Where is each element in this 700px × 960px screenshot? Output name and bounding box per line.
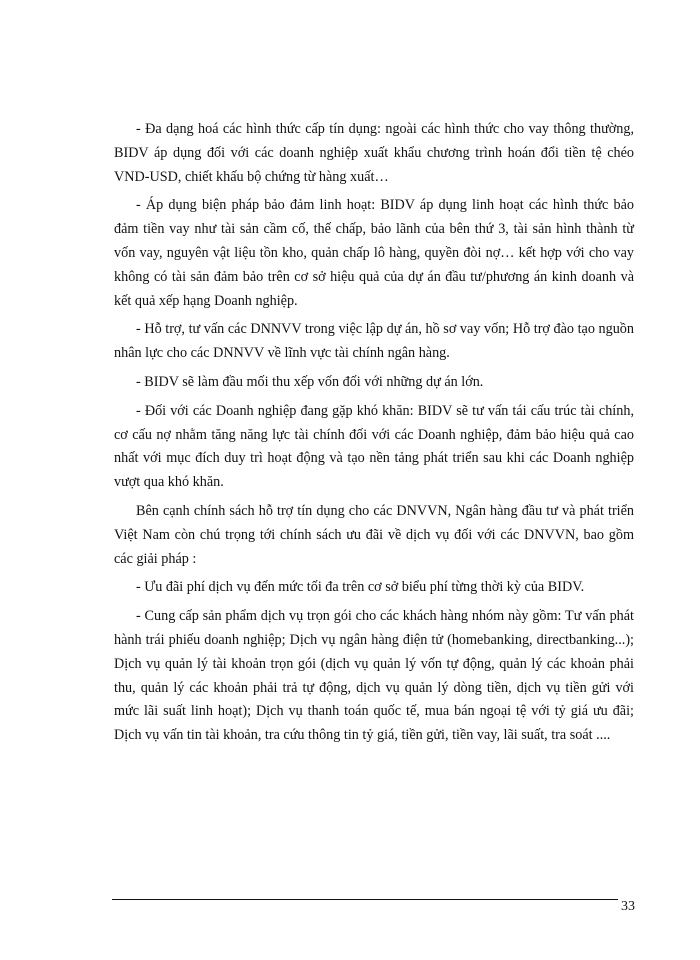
paragraph-flexible-collateral: - Áp dụng biện pháp bảo đảm linh hoạt: BIDV áp dụng linh hoạt các hình thức bảo đảm tiền vay như tài sản cầm cố, thế chấp, bảo lãnh của bên thứ 3, tài sản hình thành từ vốn vay, nguyên vật liệu tồn kho, quản chấp lô hàng, quyền đòi nợ… kết hợp với cho vay không có tài sản đảm bảo trên cơ sở hiệu quả của dự án đầu tư/phương án kinh doanh và kết quả xếp hạng Doanh nghiệp. (114, 197, 634, 309)
paragraph-credit-diversification: - Đa dạng hoá các hình thức cấp tín dụng: ngoài các hình thức cho vay thông thường, BIDV áp dụng đối với các doanh nghiệp xuất khẩu chương trình hoán đổi tiền tệ chéo VND-USD, chiết khấu bộ chứng từ hàng xuất… (114, 121, 634, 185)
paragraph-restructuring: - Đối với các Doanh nghiệp đang gặp khó khăn: BIDV sẽ tư vấn tái cấu trúc tài chính, cơ cấu nợ nhằm tăng năng lực tài chính đối với các Doanh nghiệp, đảm bảo hiệu quả cao nhất với mục đích duy trì hoạt động và tạo nền tảng phát triển sau khi các Doanh nghiệp vượt qua khó khăn. (114, 402, 634, 491)
paragraph-consulting-support: - Hỗ trợ, tư vấn các DNNVV trong việc lập dự án, hồ sơ vay vốn; Hỗ trợ đào tạo nguồn nhân lực cho các DNNVV về lĩnh vực tài chính ngân hàng. (114, 321, 634, 362)
paragraph-capital-arrangement: - BIDV sẽ làm đầu mối thu xếp vốn đối với những dự án lớn. (136, 373, 484, 390)
paragraph-service-policy-intro: Bên cạnh chính sách hỗ trợ tín dụng cho các DNVVN, Ngân hàng đầu tư và phát triển Việt Nam còn chú trọng tới chính sách ưu đãi về dịch vụ đối với các DNVVN, bao gồm các giải pháp : (114, 502, 634, 567)
paragraph-fee-incentive: - Ưu đãi phí dịch vụ đến mức tối đa trên cơ sở biểu phí từng thời kỳ của BIDV. (136, 579, 585, 596)
paragraph-service-package: - Cung cấp sản phẩm dịch vụ trọn gói cho các khách hàng nhóm này gồm: Tư vấn phát hành trái phiếu doanh nghiệp; Dịch vụ ngân hàng điện tử (homebanking, directbanking...); Dịch vụ quản lý tài khoản trọn gói (dịch vụ quản lý vốn tự động, quản lý các khoản phải thu, quản lý các khoản phải trả tự động, dịch vụ quản lý dòng tiền, dịch vụ tiền gửi với mức lãi suất linh hoạt); Dịch vụ thanh toán quốc tế, mua bán ngoại tệ với tỷ giá ưu đãi; Dịch vụ vấn tin tài khoản, tra cứu thông tin tỷ giá, tiền gửi, tiền vay, lãi suất, tra soát .... (114, 608, 634, 744)
footer-divider (112, 899, 618, 900)
page-number: 33 (621, 899, 635, 914)
page-body (114, 118, 634, 753)
